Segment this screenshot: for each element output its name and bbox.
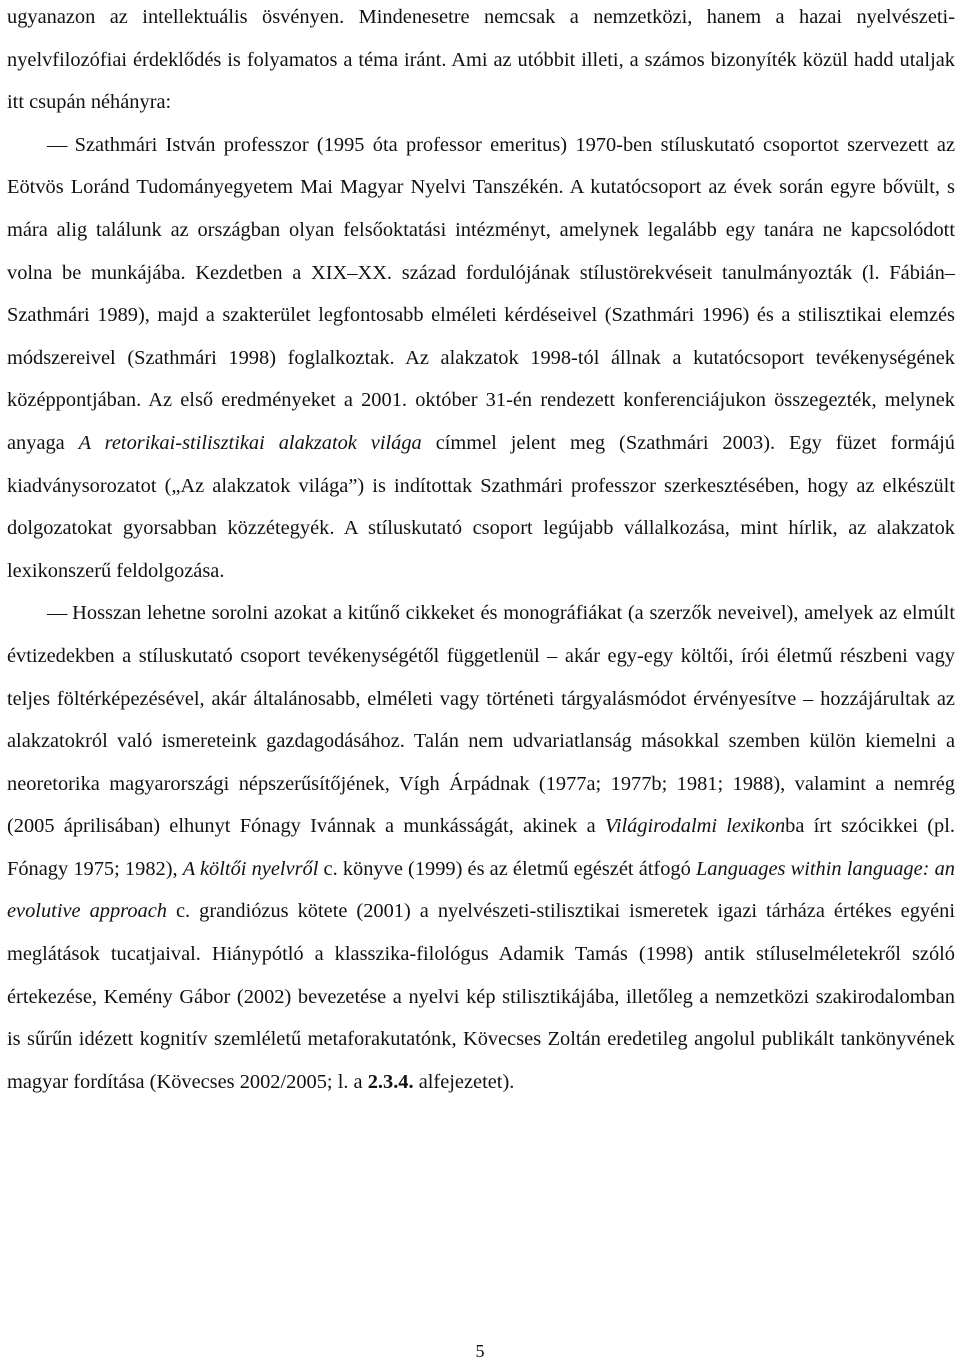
paragraph-text: Szathmári István professzor (1995 óta professor emeritus) 1970-ben stíluskutató csoportot szervezett az Eötvös Loránd Tudományegyetem Mai Magyar Nyelvi Tanszékén. A kutatócsoport az évek során egyre bővült, s mára alig találunk az országban olyan felsőoktatási intézményt, amelynek legalább egy tanára ne kapcsolódott volna be munkájába. Kezdetben a XIX–XX. század fordulójának stílustörekvéseit tanulmányozták (l. Fábián–Szathmári 1989), majd a szakterület legfontosabb elméleti kérdéseivel (Szathmári 1996) és a stilisztikai elemzés módszereivel (Szathmári 1998) foglalkoztak. Az alakzatok 1998-tól állnak a kutatócsoport tevékenységének középpontjában. Az első eredményeket a 2001. október 31-én rendezett konferenciájukon összegezték, melynek anyaga xyxy=(7,133,955,454)
paragraph-text: c. grandiózus kötete (2001) a nyelvészeti-stilisztikai ismeretek igazi tárháza értékes egyéni meglátások tucatjaival. Hiánypótló a klasszika-filológus Adamik Tamás (1998) antik stíluselméletekről szóló értekezése, Kemény Gábor (2002) bevezetése a nyelvi kép stilisztikájába, illetőleg a nemzetközi szakirodalomban is sűrűn idézett kognitív szemléletű metaforakutatónk, Kövecses Zoltán eredetileg angolul publikált tankönyvének magyar fordítása (Kövecses 2002/2005; l. a xyxy=(7,900,955,1093)
document-page xyxy=(7,0,955,1103)
paragraph-text: c. könyve (1999) és az életmű egészét átfogó xyxy=(318,857,696,880)
book-title: A költői nyelvről xyxy=(182,857,319,880)
book-title: A retorikai-stilisztikai alakzatok világa xyxy=(78,431,422,454)
paragraph-text: ugyanazon az intellektuális ösvényen. Mindenesetre nemcsak a nemzetközi, hanem a hazai nyelvészeti-nyelvfilozófiai érdeklődés is folyamatos a téma iránt. Ami az utóbbit illeti, a számos bizonyíték közül hadd utaljak itt csupán néhányra: xyxy=(7,6,955,114)
paragraph-text: címmel jelent meg (Szathmári 2003). Egy füzet formájú kiadványsorozatot („Az alakzatok világa”) is indítottak Szathmári professzor szerkesztésében, hogy az elkészült dolgozatokat gyorsabban közzétegyék. A stíluskutató csoport legújabb vállalkozása, mint hírlik, az alakzatok lexikonszerű feldolgozása. xyxy=(7,431,956,582)
paragraph-monographs xyxy=(7,592,955,1103)
paragraph-text: Hosszan lehetne sorolni azokat a kitűnő cikkeket és monográfiákat (a szerzők neveivel), amelyek az elmúlt évtizedekben a stíluskutató csoport tevékenységétől függetlenül – akár egy-egy költői, írói életmű részbeni vagy teljes föltérképezésével, akár általánosabb, elméleti vagy történeti tárgyalásmódot érvényesítve – hozzájárultak az alakzatokról való ismereteink gazdagodásához. Talán nem udvariatlanság másokkal szemben külön kiemelni a neoretorika magyarországi népszerűsítőjének, Vígh Árpádnak (1977a; 1977b; 1981; 1988), valamint a nemrég (2005 áprilisában) elhunyt Fónagy Ivánnak a munkásságát, akinek a xyxy=(7,602,955,838)
section-reference: 2.3.4. xyxy=(367,1070,414,1093)
em-dash: — xyxy=(47,133,67,156)
paragraph-intro xyxy=(7,0,955,124)
book-title: Languages within language: an evolutive approach xyxy=(7,857,955,923)
paragraph-text: alfejezetet). xyxy=(413,1070,515,1093)
paragraph-text: ba írt szócikkei (pl. Fónagy 1975; 1982), xyxy=(7,815,955,880)
em-dash: — xyxy=(47,602,67,625)
paragraph-stylistics-group xyxy=(7,124,955,593)
page-number: 5 xyxy=(475,1341,485,1361)
book-title: Világirodalmi lexikon xyxy=(604,815,786,838)
